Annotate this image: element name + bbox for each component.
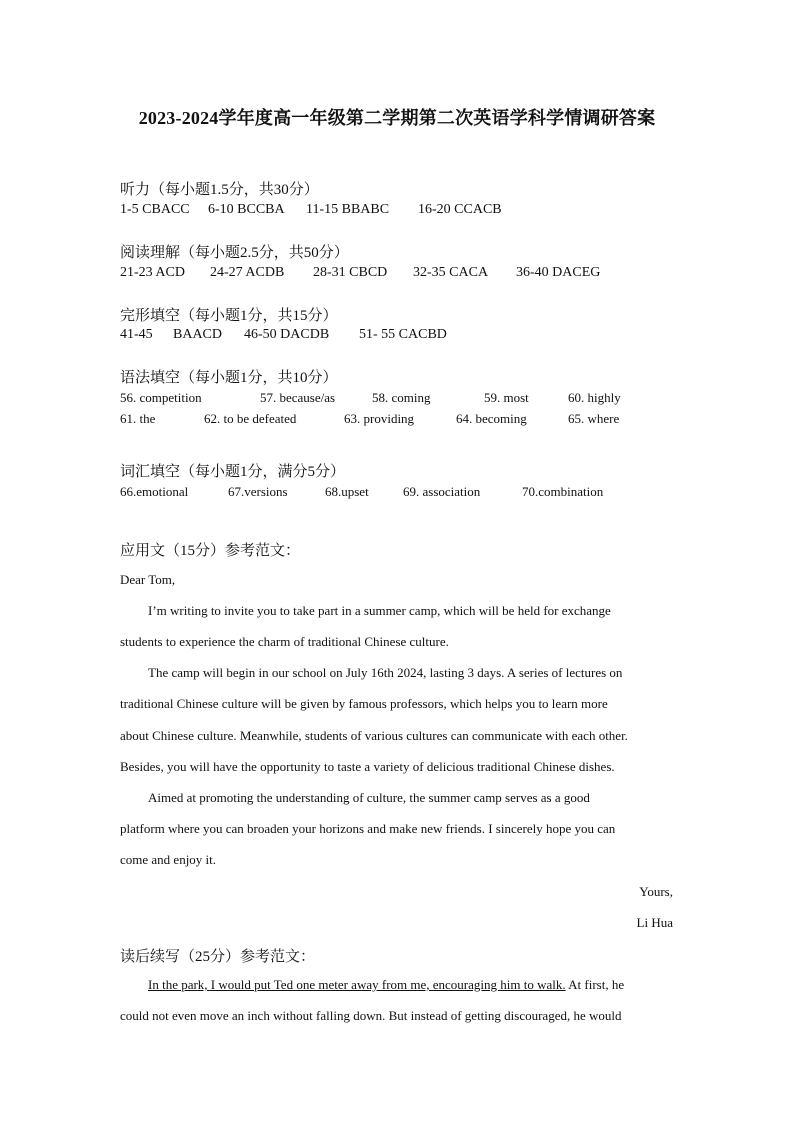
underlined-sentence: In the park, I would put Ted one meter away from me, encouraging him to walk.: [148, 977, 566, 992]
answer-item: 58. coming: [372, 390, 431, 405]
answer-item: 59. most: [484, 390, 529, 405]
letter-line: about Chinese culture. Meanwhile, students of various cultures can communicate with each other.: [120, 728, 628, 743]
answer-item: 66.emotional: [120, 484, 189, 499]
vocab-answers: [120, 484, 603, 500]
answer-group: 51- 55 CACBD: [359, 327, 447, 342]
reading-answers: [120, 265, 600, 281]
answer-item: 64. becoming: [456, 411, 527, 426]
grammar-answers-row2: [120, 411, 619, 427]
cloze-heading: 完形填空（每小题1分，共15分）: [120, 308, 338, 324]
answer-group: 24-27 ACDB: [210, 265, 285, 280]
answer-group: 6-10 BCCBA: [208, 202, 285, 217]
listening-heading: 听力（每小题1.5分，共30分）: [120, 182, 319, 198]
letter-line: The camp will begin in our school on July 16th 2024, lasting 3 days. A series of lectures on: [148, 665, 623, 680]
letter-line: come and enjoy it.: [120, 852, 217, 867]
salutation: Dear Tom,: [120, 572, 176, 587]
answer-item: 60. highly: [568, 390, 621, 405]
answer-item: 67.versions: [228, 484, 288, 499]
answer-group: 41-45: [120, 327, 153, 342]
continuation-line: could not even move an inch without falling down. But instead of getting discouraged, he would: [120, 1008, 622, 1023]
answer-group: 11-15 BBABC: [306, 202, 390, 217]
letter-line: Aimed at promoting the understanding of culture, the summer camp serves as a good: [148, 790, 590, 805]
letter-line: traditional Chinese culture will be given by famous professors, which helps you to learn more: [120, 696, 608, 711]
answer-item: 70.combination: [522, 484, 604, 499]
writing-heading: 应用文（15分）参考范文：: [120, 543, 301, 559]
answer-group: 46-50 DACDB: [244, 327, 330, 342]
letter-line: Besides, you will have the opportunity to taste a variety of delicious traditional Chinese dishes.: [120, 759, 615, 774]
answer-group: 36-40 DACEG: [516, 265, 601, 280]
letter-line: students to experience the charm of traditional Chinese culture.: [120, 634, 449, 649]
answer-group: 28-31 CBCD: [313, 265, 388, 280]
grammar-answers-row1: [120, 390, 621, 406]
reading-heading: 阅读理解（每小题2.5分，共50分）: [120, 245, 349, 261]
continuation-heading: 读后续写（25分）参考范文：: [120, 949, 316, 965]
answer-group: BAACD: [173, 327, 223, 342]
closing: Yours,: [639, 884, 673, 899]
answer-item: 61. the: [120, 411, 156, 426]
answer-item: 57. because/as: [260, 390, 336, 405]
answer-group: 21-23 ACD: [120, 265, 185, 280]
answer-item: 65. where: [568, 411, 620, 426]
vocab-heading: 词汇填空（每小题1分，满分5分）: [120, 464, 346, 480]
answer-item: 63. providing: [344, 411, 415, 426]
cloze-answers: [120, 327, 447, 343]
document-title: 2023-2024学年度高一年级第二学期第二次英语学科学情调研答案: [138, 108, 656, 128]
continuation-line: [148, 977, 624, 993]
answer-item: 68.upset: [325, 484, 369, 499]
answer-group: 1-5 CBACC: [120, 202, 190, 217]
answer-group: 32-35 CACA: [413, 265, 489, 280]
answer-item: 69. association: [403, 484, 481, 499]
answer-item: 62. to be defeated: [204, 411, 297, 426]
grammar-heading: 语法填空（每小题1分，共10分）: [120, 370, 338, 386]
listening-answers: [120, 202, 502, 218]
letter-line: platform where you can broaden your horizons and make new friends. I sincerely hope you can: [120, 821, 616, 836]
signature: Li Hua: [636, 915, 673, 930]
letter-line: I’m writing to invite you to take part in a summer camp, which will be held for exchange: [148, 603, 611, 618]
answer-item: 56. competition: [120, 390, 202, 405]
answer-group: 16-20 CCACB: [418, 202, 502, 217]
continuation-text-run: At first, he: [565, 977, 625, 992]
